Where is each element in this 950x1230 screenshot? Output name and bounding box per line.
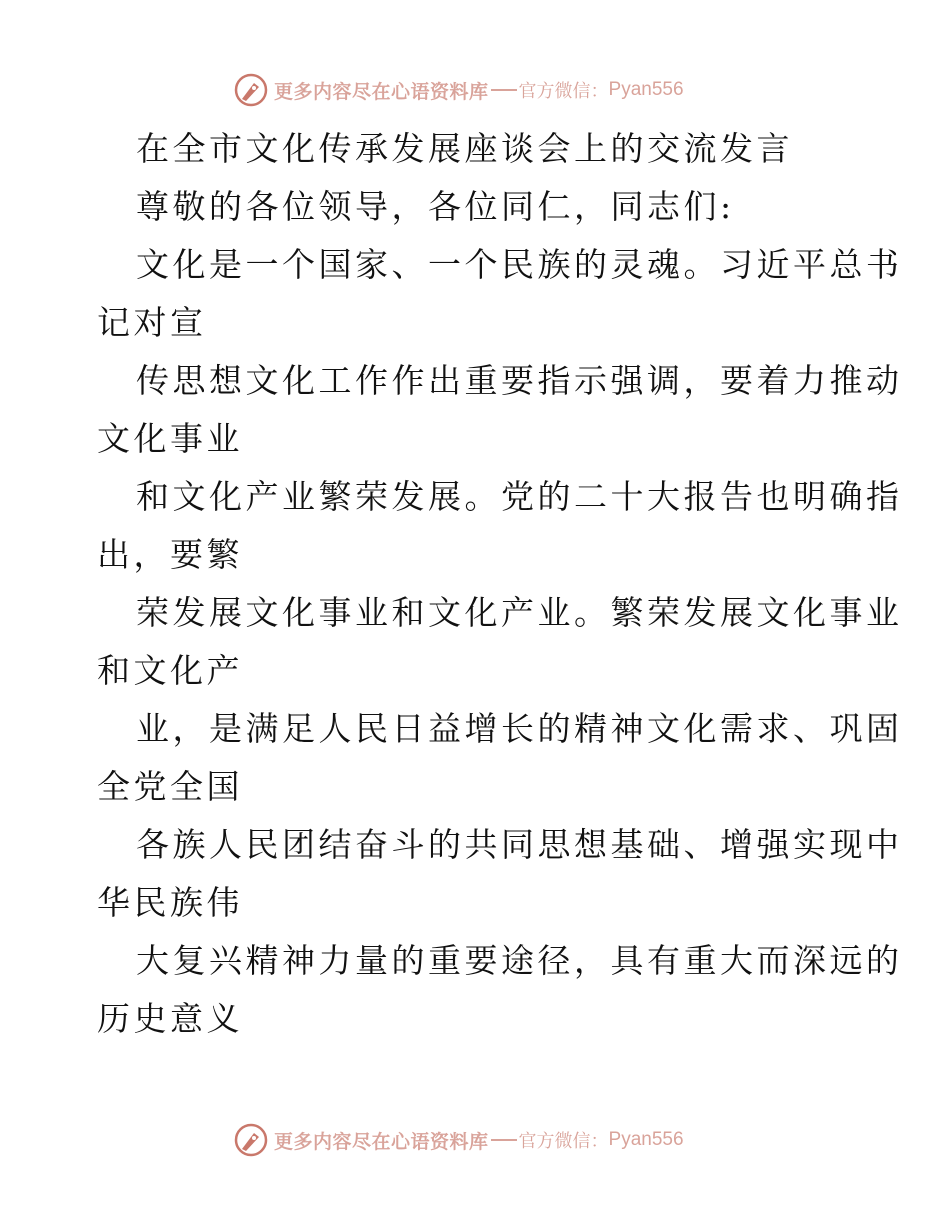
document-body [97,120,903,1048]
footer-watermark [234,1120,684,1160]
pen-nib-logo-icon [234,1123,268,1157]
watermark-label: 官方微信： [518,1131,609,1152]
watermark-dash [491,1139,517,1141]
header-watermark [234,70,684,110]
paragraph-line: 和文化产 [97,651,243,690]
paragraph-line: 记对宣 [97,303,207,342]
salutation: 尊敬的各位领导，各位同仁，同志们: [136,187,735,226]
paragraph-line: 华民族伟 [97,883,243,922]
watermark-label: 官方微信： [518,81,609,102]
paragraph-line: 文化是一个国家、一个民族的灵魂。习近平总书 [136,245,903,284]
document-title: 在全市文化传承发展座谈会上的交流发言 [136,129,793,168]
paragraph-line: 荣发展文化事业和文化产业。繁荣发展文化事业 [136,593,903,632]
pen-nib-logo-icon [234,73,268,107]
watermark-account: Pyan556 [608,79,684,100]
paragraph-line: 出，要繁 [97,535,243,574]
watermark-account: Pyan556 [608,1129,684,1150]
paragraph-line: 大复兴精神力量的重要途径，具有重大而深远的 [136,941,903,980]
watermark-brand-text: 更多内容尽在心语资料库 [274,1130,489,1153]
watermark-dash [491,89,517,91]
watermark-brand-text: 更多内容尽在心语资料库 [274,80,489,103]
paragraph-line: 业，是满足人民日益增长的精神文化需求、巩固 [136,709,903,748]
paragraph-line: 历史意义 [97,999,243,1038]
paragraph-line: 各族人民团结奋斗的共同思想基础、增强实现中 [136,825,903,864]
paragraph-line: 传思想文化工作作出重要指示强调，要着力推动 [136,361,903,400]
paragraph-line: 文化事业 [97,419,243,458]
paragraph-line: 全党全国 [97,767,243,806]
paragraph-line: 和文化产业繁荣发展。党的二十大报告也明确指 [136,477,903,516]
